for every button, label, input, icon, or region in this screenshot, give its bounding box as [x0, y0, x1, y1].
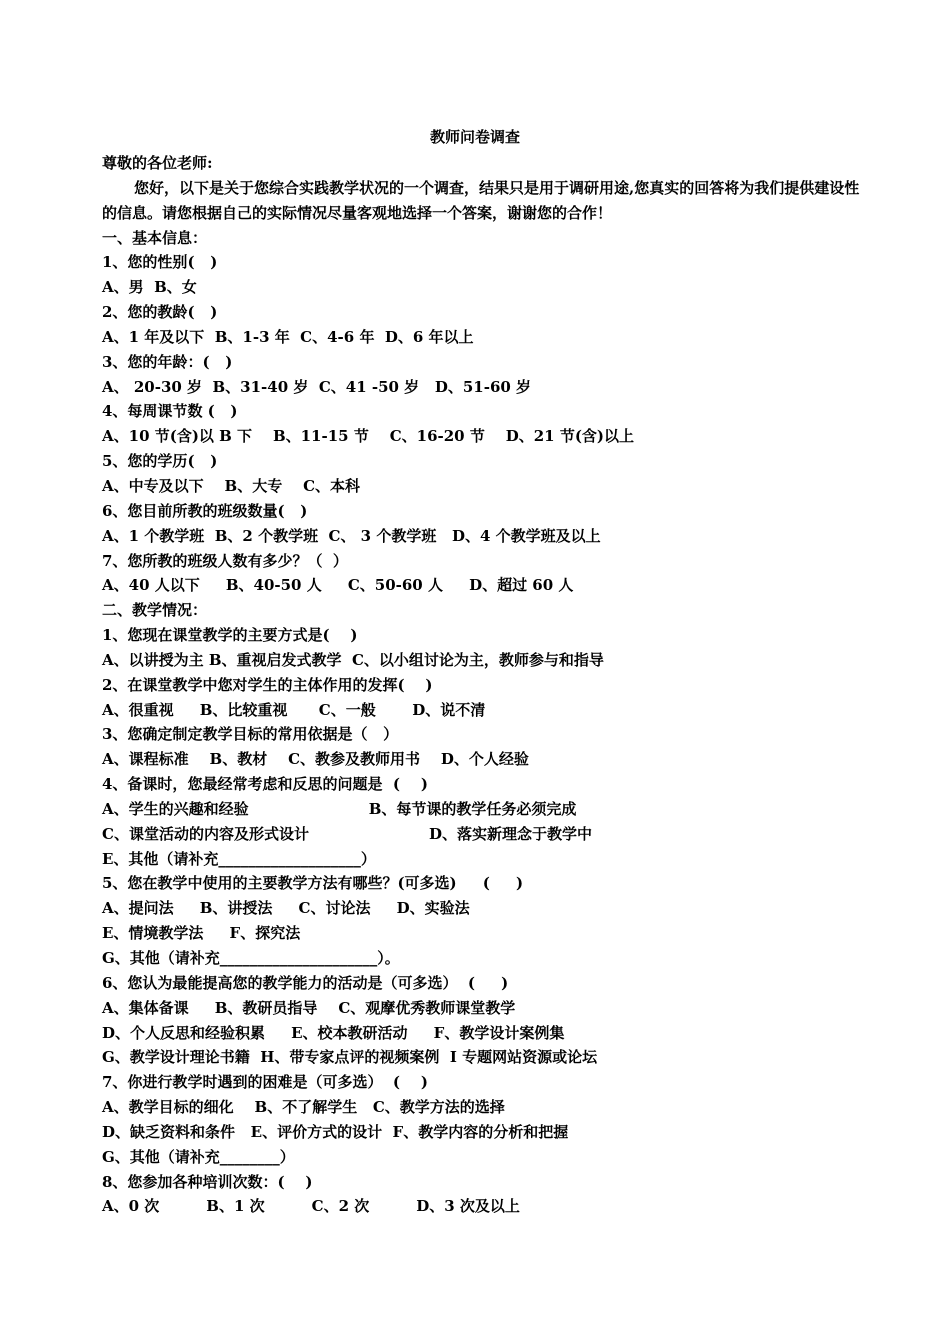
options-line: D、缺乏资料和条件 E、评价方式的设计 F、教学内容的分析和把握	[102, 1122, 569, 1141]
options-line: A、以讲授为主 B、重视启发式教学 C、以小组讨论为主，教师参与和指导	[102, 650, 604, 669]
options-line: A、学生的兴趣和经验 B、每节课的教学任务必须完成	[102, 799, 577, 818]
options-line: C、课堂活动的内容及形式设计 D、落实新理念于教学中	[102, 824, 593, 843]
options-line: G、其他（请补充________）	[102, 1147, 295, 1166]
question-line: 2、您的教龄( )	[102, 303, 218, 322]
section-heading: 一、基本信息：	[102, 228, 208, 247]
options-line: A、提问法 B、讲授法 C、讨论法 D、实验法	[102, 899, 470, 918]
question-line: 2、在课堂教学中您对学生的主体作用的发挥( )	[102, 675, 433, 694]
options-line: A、0 次 B、1 次 C、2 次 D、3 次及以上	[102, 1197, 520, 1216]
question-line: 6、您认为最能提高您的教学能力的活动是（可多选） ( )	[102, 973, 509, 992]
question-line: 1、您的性别( )	[102, 253, 218, 272]
options-line: D、个人反思和经验积累 E、校本教研活动 F、教学设计案例集	[102, 1023, 565, 1042]
question-line: 3、您确定制定教学目标的常用依据是（ ）	[102, 725, 399, 744]
question-line: 5、您的学历( )	[102, 452, 218, 471]
options-line: A、40 人以下 B、40-50 人 C、50-60 人 D、超过 60 人	[102, 576, 574, 595]
options-line: A、中专及以下 B、大专 C、本科	[102, 476, 361, 495]
page-title: 教师问卷调查	[429, 128, 520, 146]
options-line: A、教学目标的细化 B、不了解学生 C、教学方法的选择	[102, 1098, 505, 1117]
question-line: 3、您的年龄：( )	[102, 352, 233, 371]
question-line: 7、你进行教学时遇到的困难是（可多选） ( )	[102, 1073, 428, 1092]
options-line: A、10 节(含)以 B 下 B、11-15 节 C、16-20 节 D、21 节(含)以上	[102, 427, 635, 446]
options-line: A、 20-30 岁 B、31-40 岁 C、41 -50 岁 D、51-60 岁	[102, 377, 532, 396]
options-line: A、1 年及以下 B、1-3 年 C、4-6 年 D、6 年以上	[102, 327, 474, 346]
questionnaire-body	[102, 151, 862, 1219]
options-line: E、情境教学法 F、探究法	[102, 924, 301, 943]
question-line: 4、每周课节数 ( )	[102, 402, 238, 421]
options-line: G、教学设计理论书籍 H、带专家点评的视频案例 I 专题网站资源或论坛	[102, 1048, 598, 1067]
options-line: E、其他（请补充___________________）	[102, 849, 376, 868]
question-line: 1、您现在课堂教学的主要方式是( )	[102, 626, 358, 645]
options-line: A、男 B、女	[102, 278, 197, 297]
options-line: A、集体备课 B、教研员指导 C、观摩优秀教师课堂教学	[102, 998, 516, 1017]
intro-paragraph: 您好，以下是关于您综合实践教学状况的一个调查，结果只是用于调研用途,您真实的回答将为我们提供建设性的信息。请您根据自己的实际情况尽量客观地选择一个答案，谢谢您的合作！	[102, 178, 860, 222]
section-heading: 二、教学情况：	[102, 601, 208, 620]
options-line: G、其他（请补充_____________________）。	[102, 949, 400, 967]
options-line: A、课程标准 B、教材 C、教参及教师用书 D、个人经验	[102, 750, 529, 769]
options-line: A、很重视 B、比较重视 C、一般 D、说不清	[102, 700, 486, 719]
greeting: 尊敬的各位老师:	[102, 154, 213, 172]
question-line: 6、您目前所教的班级数量( )	[102, 501, 308, 520]
question-line: 4、备课时，您最经常考虑和反思的问题是 ( )	[102, 775, 428, 794]
options-line: A、1 个教学班 B、2 个教学班 C、 3 个教学班 D、4 个教学班及以上	[102, 526, 601, 545]
question-line: 8、您参加各种培训次数：( )	[102, 1172, 313, 1191]
question-line: 7、您所教的班级人数有多少？（ ）	[102, 551, 348, 570]
question-line: 5、您在教学中使用的主要教学方法有哪些？(可多选) ( )	[102, 874, 524, 893]
